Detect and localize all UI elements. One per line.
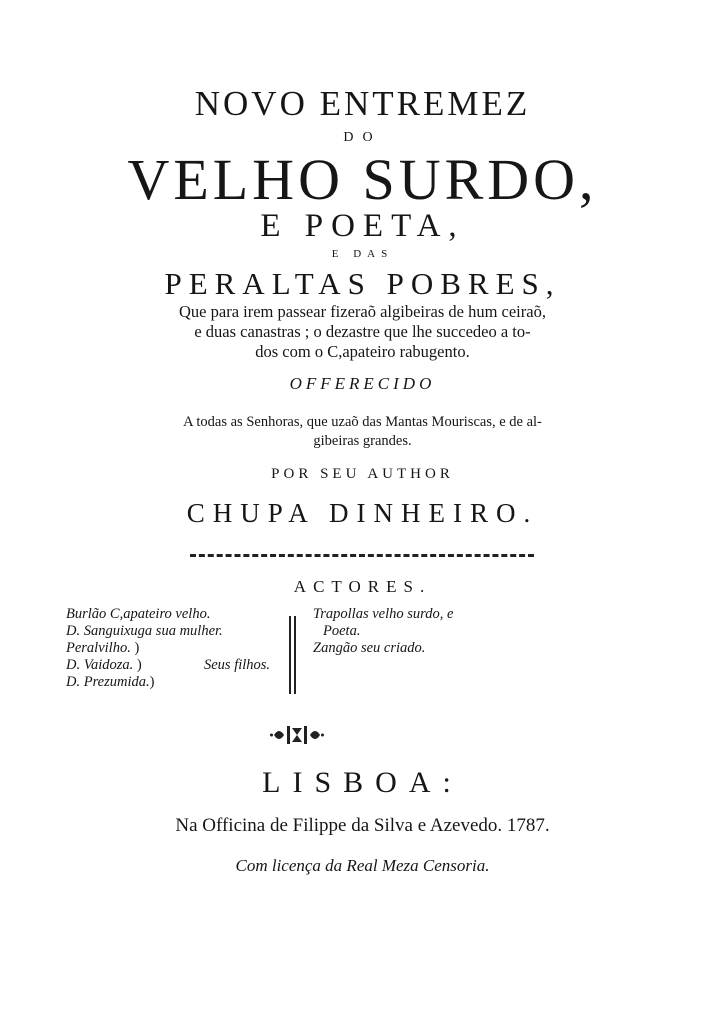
offered-heading: OFFERECIDO xyxy=(289,374,436,393)
sons-label: Seus filhos. xyxy=(204,657,271,673)
title-line-velho-surdo: VELHO SURDO, xyxy=(127,147,598,212)
byline: POR SEU AUTHOR xyxy=(271,466,454,482)
cast-member: Burlão C,apateiro velho. xyxy=(66,606,211,622)
title-line-e-das: E DAS xyxy=(331,248,394,260)
brace-mark: ) xyxy=(134,640,140,656)
title-line-do: DO xyxy=(343,130,382,145)
printers-ornament-icon xyxy=(270,724,324,746)
title-line-peraltas-pobres: PERALTAS POBRES, xyxy=(164,266,561,301)
cast-member: Trapollas velho surdo, e xyxy=(313,606,454,622)
actors-heading: ACTORES. xyxy=(293,577,432,596)
section-divider-rule xyxy=(190,554,534,557)
subtitle-line-2: e duas canastras ; o dezastre que lhe succedeo a to- xyxy=(194,322,531,341)
cast-member: Zangão seu criado. xyxy=(313,640,426,656)
brace-mark: ) xyxy=(149,674,155,690)
cast-list-right xyxy=(313,606,453,657)
cast-member: D. Sanguixuga sua mulher. xyxy=(66,623,223,639)
author-name: CHUPA DINHEIRO. xyxy=(186,498,539,528)
imprint-license: Com licença da Real Meza Censoria. xyxy=(235,856,490,875)
dedication-line-1: A todas as Senhoras, que uzaõ das Mantas Mouriscas, e de al- xyxy=(183,414,542,430)
title-line-e-poeta: E POETA, xyxy=(260,208,465,244)
brace-mark: ) xyxy=(136,657,142,673)
imprint-printer: Na Officina de Filippe da Silva e Azevedo. 1787. xyxy=(175,815,550,836)
subtitle-line-1: Que para irem passear fizeraõ algibeiras de hum ceiraõ, xyxy=(179,302,546,321)
cast-list-left xyxy=(66,606,223,691)
cast-member: Peralvilho. ) xyxy=(66,640,140,656)
cast-member: D. Prezumida.) xyxy=(66,674,155,690)
dedication-line-2: gibeiras grandes. xyxy=(313,433,412,449)
cast-divider-bar xyxy=(289,616,291,694)
cast-divider-bar xyxy=(294,616,296,694)
imprint-city: LISBOA: xyxy=(262,766,463,799)
title-line-novo-entremez: NOVO ENTREMEZ xyxy=(194,84,531,123)
cast-member: D. Vaidoza. ) xyxy=(66,657,142,673)
subtitle-line-3: dos com o C,apateiro rabugento. xyxy=(255,342,470,361)
cast-member: Poeta. xyxy=(323,623,361,639)
